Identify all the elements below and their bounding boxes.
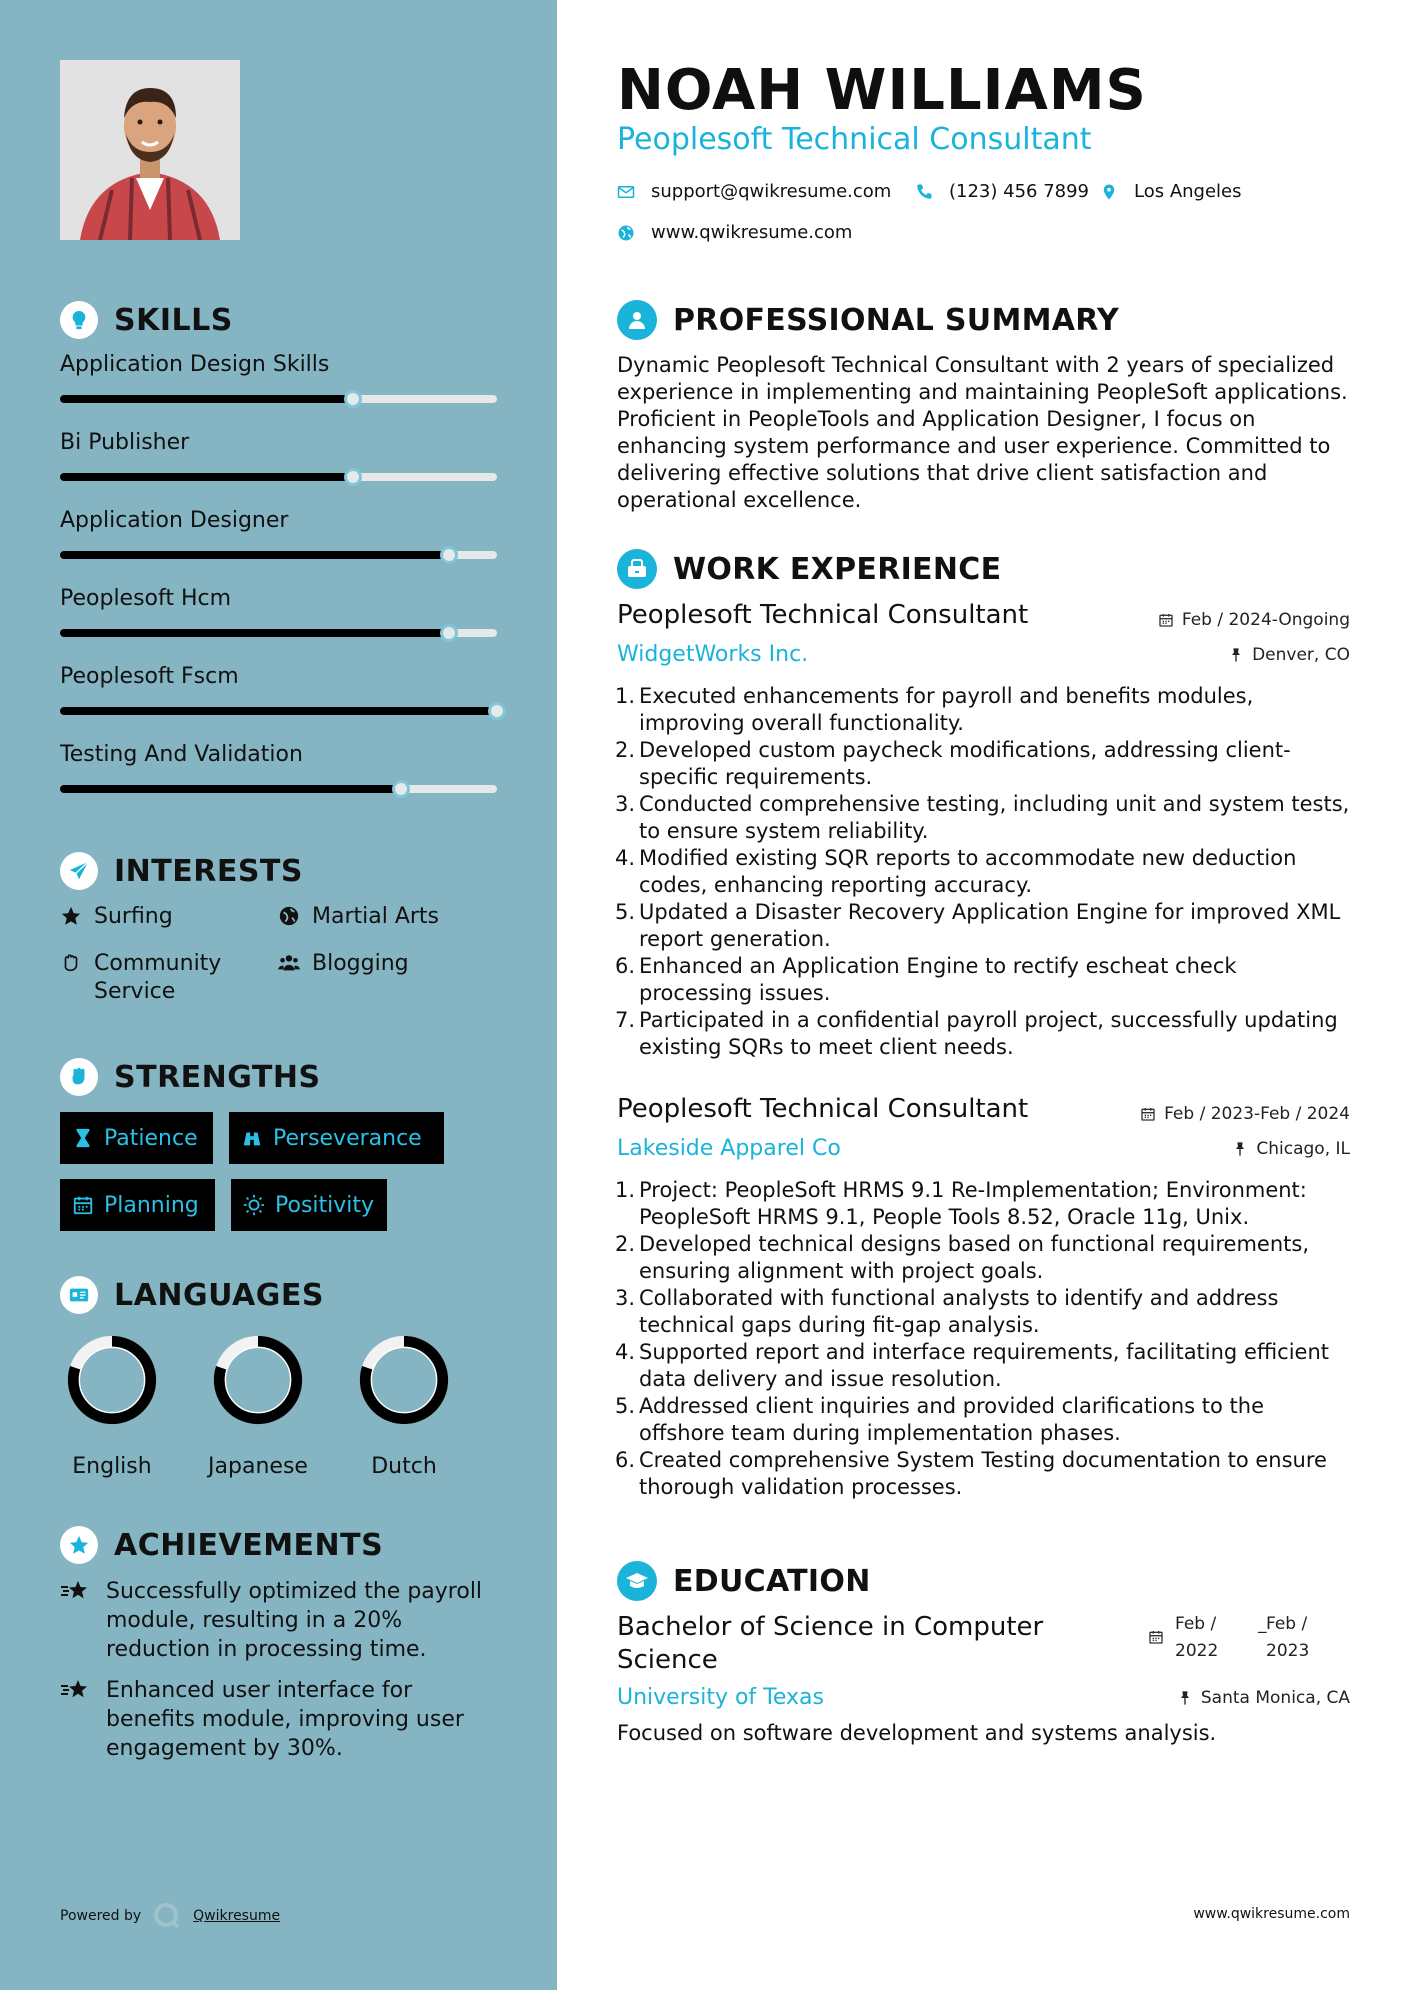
- achievement-text: Successfully optimized the payroll module, resulting in a 20% reduction in processing time.: [106, 1579, 483, 1662]
- star-icon: [60, 905, 82, 927]
- interest-label: Surfing: [94, 904, 173, 929]
- pin-icon: [1232, 1141, 1248, 1157]
- end-year: 2023: [1266, 1641, 1310, 1661]
- achievements-header: [60, 1526, 383, 1564]
- skill-item: [60, 586, 497, 637]
- duty-item: 5. Updated a Disaster Recovery Application Engine for improved XML report generation.: [610, 899, 1355, 953]
- sun-icon: [243, 1194, 265, 1216]
- phone-icon: [915, 183, 933, 201]
- shooting-star-icon: [60, 1579, 90, 1605]
- map-pin-icon: [1100, 183, 1118, 201]
- achievement-item: [60, 1577, 500, 1664]
- profile-photo-image: [60, 60, 240, 240]
- duty-item: 3. Conducted comprehensive testing, including unit and system tests, to ensure system reliability.: [610, 791, 1355, 845]
- strength-label: Perseverance: [273, 1125, 422, 1151]
- job-dates: [1140, 1104, 1350, 1124]
- education-description: Focused on software development and systems analysis.: [617, 1721, 1217, 1745]
- contact-location: [1100, 181, 1242, 202]
- skill-bar-fill: [60, 629, 449, 637]
- skill-item: [60, 664, 497, 715]
- skill-name: Application Designer: [60, 508, 289, 533]
- language-card-icon: [60, 1276, 98, 1314]
- skill-name: Application Design Skills: [60, 352, 330, 377]
- language-item: [344, 1332, 464, 1479]
- shooting-star-icon: [60, 1678, 90, 1704]
- contact-website[interactable]: [617, 222, 852, 243]
- skill-bar-knob: [344, 390, 362, 408]
- interests-header: [60, 852, 303, 890]
- interest-item: [60, 950, 260, 1006]
- duty-item: 5. Addressed client inquiries and provided clarifications to the offshore team during implementation phases.: [610, 1393, 1355, 1447]
- language-name: Japanese: [208, 1454, 308, 1479]
- strength-label: Positivity: [275, 1192, 375, 1218]
- email-text: support@qwikresume.com: [651, 181, 892, 202]
- skill-bar: [60, 473, 497, 481]
- duty-item: 4. Modified existing SQR reports to accommodate new deduction codes, enhancing reporting accuracy.: [610, 845, 1355, 899]
- language-donut: [64, 1332, 160, 1428]
- skill-item: [60, 508, 497, 559]
- user-icon: [617, 300, 657, 340]
- achievement-item: [60, 1676, 500, 1763]
- duty-text: Addressed client inquiries and provided clarifications to the offshore team during implementation phases.: [639, 1394, 1265, 1445]
- skill-item: [60, 742, 497, 793]
- hourglass-icon: [72, 1127, 94, 1149]
- briefcase-icon: [617, 549, 657, 589]
- skill-bar-fill: [60, 551, 449, 559]
- duty-text: Enhanced an Application Engine to rectify escheat check processing issues.: [639, 954, 1237, 1005]
- duty-text: Updated a Disaster Recovery Application Engine for improved XML report generation.: [639, 900, 1341, 951]
- strength-label: Patience: [104, 1125, 198, 1151]
- achievement-text: Enhanced user interface for benefits module, improving user engagement by 30%.: [106, 1678, 464, 1761]
- skill-bar: [60, 707, 497, 715]
- education-location: [1177, 1688, 1350, 1708]
- skill-bar-knob: [344, 468, 362, 486]
- skill-bar: [60, 785, 497, 793]
- duty-text: Supported report and interface requirements, facilitating efficient data delivery and issue resolution.: [639, 1340, 1330, 1391]
- job-dates-text: Feb / 2024-Ongoing: [1181, 610, 1350, 630]
- duty-item: 2. Developed custom paycheck modifications, addressing client-specific requirements.: [610, 737, 1355, 791]
- end-month: Feb /: [1266, 1614, 1308, 1634]
- job-title: Peoplesoft Technical Consultant: [617, 600, 1029, 630]
- language-donut-center: [225, 1347, 290, 1412]
- strength-badge: [231, 1179, 387, 1231]
- envelope-icon: [617, 183, 635, 201]
- education-date-separator: _: [1258, 1614, 1267, 1634]
- skill-name: Peoplesoft Fscm: [60, 664, 239, 689]
- strength-badge: [60, 1112, 213, 1164]
- calendar-icon: [1140, 1106, 1156, 1122]
- skill-bar-fill: [60, 473, 353, 481]
- phone-text: (123) 456 7899: [949, 181, 1090, 202]
- duty-item: 6. Created comprehensive System Testing documentation to ensure thorough validation processes.: [610, 1447, 1355, 1501]
- skill-bar-fill: [60, 785, 401, 793]
- binoculars-icon: [241, 1127, 263, 1149]
- skill-bar: [60, 551, 497, 559]
- skill-item: [60, 430, 497, 481]
- skill-bar-knob: [440, 546, 458, 564]
- powered-by: [60, 1902, 280, 1930]
- duty-item: 6. Enhanced an Application Engine to rectify escheat check processing issues.: [610, 953, 1355, 1007]
- job-duties: [610, 1177, 1355, 1501]
- hand-icon: [60, 952, 82, 974]
- pin-icon: [1228, 647, 1244, 663]
- interest-item: [278, 950, 409, 978]
- duty-text: Participated in a confidential payroll project, successfully updating existing SQRs to meet client needs.: [639, 1008, 1338, 1059]
- language-donut: [356, 1332, 452, 1428]
- pin-icon: [1177, 1690, 1193, 1706]
- start-month: Feb /: [1175, 1614, 1217, 1634]
- skill-bar-knob: [392, 780, 410, 798]
- duty-text: Collaborated with functional analysts to identify and address technical gaps during fit-gap analysis.: [639, 1286, 1279, 1337]
- language-donut-center: [79, 1347, 144, 1412]
- contact-phone[interactable]: [915, 181, 1089, 202]
- graduation-cap-icon: [617, 1561, 657, 1601]
- duty-item: 4. Supported report and interface requirements, facilitating efficient data delivery and issue resolution.: [610, 1339, 1355, 1393]
- skill-name: Testing And Validation: [60, 742, 303, 767]
- contact-email[interactable]: [617, 181, 891, 202]
- language-item: [198, 1332, 318, 1479]
- summary-title: PROFESSIONAL SUMMARY: [673, 302, 1120, 338]
- summary-header: [617, 300, 1119, 340]
- interests-title: INTERESTS: [114, 853, 303, 889]
- website-text: www.qwikresume.com: [651, 222, 853, 243]
- degree-title: Bachelor of Science in Computer Science: [617, 1612, 1044, 1675]
- duty-text: Conducted comprehensive testing, including unit and system tests, to ensure system reliability.: [639, 792, 1350, 843]
- skill-name: Bi Publisher: [60, 430, 190, 455]
- job-location: [1232, 1139, 1350, 1159]
- fist-icon: [60, 1058, 98, 1096]
- experience-title: WORK EXPERIENCE: [673, 551, 1002, 587]
- languages-title: LANGUAGES: [114, 1277, 324, 1313]
- duty-text: Developed custom paycheck modifications, addressing client-specific requirements.: [639, 738, 1291, 789]
- qwikresume-logo-icon: [153, 1902, 181, 1930]
- interest-label: Blogging: [312, 951, 409, 976]
- job-dates: [1158, 610, 1350, 630]
- education-header: [617, 1561, 871, 1601]
- achievements-title: ACHIEVEMENTS: [114, 1527, 384, 1563]
- language-donut: [210, 1332, 306, 1428]
- calendar-icon: [1148, 1629, 1164, 1645]
- duty-item: 3. Collaborated with functional analysts to identify and address technical gaps during fit-gap analysis.: [610, 1285, 1355, 1339]
- interest-label: Martial Arts: [312, 904, 440, 929]
- globe-icon: [278, 905, 300, 927]
- education-end-date: [1266, 1611, 1309, 1665]
- lightbulb-icon: [60, 301, 98, 339]
- duty-text: Created comprehensive System Testing documentation to ensure thorough validation processes.: [639, 1448, 1327, 1499]
- users-icon: [278, 952, 300, 974]
- duty-item: 1. Executed enhancements for payroll and benefits modules, improving overall functionality.: [610, 683, 1355, 737]
- duty-item: 1. Project: PeopleSoft HRMS 9.1 Re-Implementation; Environment: PeopleSoft HRMS 9.1, People Tools 8.52, Oracle 11g, Unix.: [610, 1177, 1355, 1231]
- duty-item: 7. Participated in a confidential payroll project, successfully updating existing SQRs to meet client needs.: [610, 1007, 1355, 1061]
- calendar-icon: [1158, 612, 1174, 628]
- skill-bar: [60, 629, 497, 637]
- calendar-icon: [72, 1194, 94, 1216]
- duty-text: Project: PeopleSoft HRMS 9.1 Re-Implementation; Environment: PeopleSoft HRMS 9.1, People Tools 8.52, Oracle 11g, Unix.: [639, 1178, 1307, 1229]
- paper-plane-icon: [60, 852, 98, 890]
- language-item: [52, 1332, 172, 1479]
- duty-text: Developed technical designs based on functional requirements, ensuring alignment with project goals.: [639, 1232, 1309, 1283]
- interest-item: [278, 903, 439, 931]
- company-name: Lakeside Apparel Co: [617, 1136, 841, 1161]
- skill-bar-knob: [488, 702, 506, 720]
- job-location-text: Denver, CO: [1252, 645, 1350, 665]
- footer-website[interactable]: www.qwikresume.com: [1193, 1906, 1350, 1922]
- skill-item: [60, 352, 497, 403]
- interest-label: Community Service: [94, 951, 222, 1004]
- strength-badge: [60, 1179, 215, 1231]
- job-location: [1228, 645, 1350, 665]
- experience-header: [617, 549, 1001, 589]
- strengths-header: [60, 1058, 321, 1096]
- award-star-icon: [60, 1526, 98, 1564]
- skills-header: [60, 301, 233, 339]
- duty-text: Executed enhancements for payroll and benefits modules, improving overall functionality.: [639, 684, 1254, 735]
- job-dates-text: Feb / 2023-Feb / 2024: [1164, 1104, 1350, 1124]
- education-start-date: [1175, 1611, 1218, 1665]
- school-name: University of Texas: [617, 1685, 824, 1710]
- language-donut-center: [371, 1347, 436, 1412]
- summary-text: Dynamic Peoplesoft Technical Consultant with 2 years of specialized experience in implementing and maintaining PeopleSoft applications. Proficient in PeopleTools and Application Designer, I focus on enhancing system performance and user experience. Committed to delivering effective solutions that drive client satisfaction and operational excellence.: [617, 353, 1348, 512]
- job-title: Peoplesoft Technical Consultant: [617, 1094, 1029, 1124]
- skill-bar-knob: [440, 624, 458, 642]
- languages-header: [60, 1276, 324, 1314]
- language-name: Dutch: [371, 1454, 437, 1479]
- language-name: English: [72, 1454, 152, 1479]
- education-title: EDUCATION: [673, 1563, 871, 1599]
- strength-label: Planning: [104, 1192, 199, 1218]
- skills-title: SKILLS: [114, 302, 233, 338]
- sidebar: [0, 0, 557, 1990]
- duty-text: Modified existing SQR reports to accommodate new deduction codes, enhancing reporting accuracy.: [639, 846, 1297, 897]
- candidate-title: Peoplesoft Technical Consultant: [617, 122, 1092, 157]
- start-year: 2022: [1175, 1641, 1219, 1661]
- skill-name: Peoplesoft Hcm: [60, 586, 232, 611]
- duty-item: 2. Developed technical designs based on functional requirements, ensuring alignment with project goals.: [610, 1231, 1355, 1285]
- candidate-name: NOAH WILLIAMS: [617, 58, 1147, 123]
- qwikresume-link[interactable]: Qwikresume: [193, 1908, 281, 1924]
- profile-photo: [60, 60, 240, 240]
- skill-bar: [60, 395, 497, 403]
- education-location-text: Santa Monica, CA: [1200, 1688, 1350, 1708]
- globe-icon: [617, 224, 635, 242]
- powered-by-label: Powered by: [60, 1908, 142, 1924]
- skill-bar-fill: [60, 707, 497, 715]
- location-text: Los Angeles: [1134, 181, 1242, 202]
- job-duties: [610, 683, 1355, 1061]
- strengths-title: STRENGTHS: [114, 1059, 321, 1095]
- job-location-text: Chicago, IL: [1256, 1139, 1350, 1159]
- interest-item: [60, 903, 173, 931]
- company-name: WidgetWorks Inc.: [617, 642, 809, 667]
- strength-badge: [229, 1112, 444, 1164]
- skill-bar-fill: [60, 395, 353, 403]
